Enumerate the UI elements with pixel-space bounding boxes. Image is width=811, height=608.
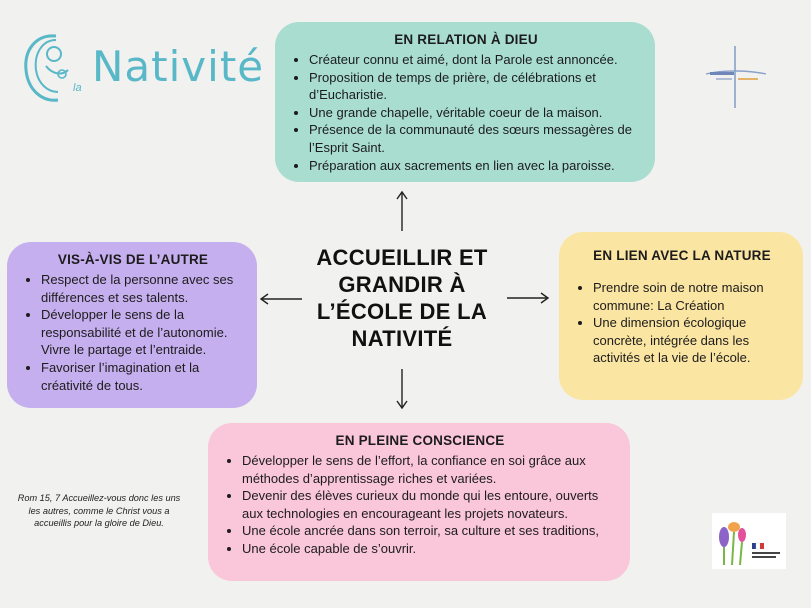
list-item: • Préparation aux sacrements en lien avec la paroisse. bbox=[309, 157, 641, 175]
list-item: • Développer le sens de la responsabilité et de l’autonomie. Vivre le partage et l’entraide. bbox=[41, 306, 243, 359]
list-item: • Une grande chapelle, véritable coeur de la maison. bbox=[309, 104, 641, 122]
box-title: EN LIEN AVEC LA NATURE bbox=[593, 248, 771, 263]
box-title: EN RELATION À DIEU bbox=[394, 32, 538, 47]
arrow-left-icon bbox=[259, 292, 303, 306]
logo-word: Nativité bbox=[92, 42, 265, 91]
center-title: ACCUEILLIR ET GRANDIR À L’ÉCOLE DE LA NATIVITÉ bbox=[316, 245, 488, 351]
cross-icon bbox=[700, 42, 770, 112]
list-item: • Une école capable de s’ouvrir. bbox=[242, 540, 616, 558]
academie-logo bbox=[712, 513, 786, 569]
arrow-down-icon bbox=[395, 368, 409, 410]
logo-prefix: la bbox=[73, 82, 82, 94]
bible-quote: Rom 15, 7 Accueillez-vous donc les uns les autres, comme le Christ vous a accueillis pour la gloire de Dieu. bbox=[17, 493, 181, 528]
bullet-list bbox=[224, 452, 616, 558]
list-item: • Une dimension écologique concrète, intégrée dans les activités et la vie de l’école. bbox=[593, 314, 789, 367]
box-vis-a-vis-de-l-autre bbox=[7, 242, 257, 408]
enseignement-catholique-logo bbox=[700, 42, 770, 112]
list-item: • Favoriser l’imagination et la créativité de tous. bbox=[41, 359, 243, 394]
bullet-list bbox=[23, 271, 243, 394]
nativite-logo bbox=[18, 30, 265, 110]
list-item: • Créateur connu et aimé, dont la Parole est annoncée. bbox=[309, 51, 641, 69]
arrow-up-icon bbox=[395, 190, 409, 232]
box-en-pleine-conscience bbox=[208, 423, 630, 581]
box-title: EN PLEINE CONSCIENCE bbox=[335, 433, 505, 448]
box-en-lien-avec-la-nature bbox=[559, 232, 803, 400]
list-item: • Une école ancrée dans son terroir, sa culture et ses traditions, bbox=[242, 522, 616, 540]
box-title: VIS-À-VIS DE L’AUTRE bbox=[57, 252, 209, 267]
list-item: • Présence de la communauté des sœurs messagères de l’Esprit Saint. bbox=[309, 121, 641, 156]
list-item: • Respect de la personne avec ses différences et ses talents. bbox=[41, 271, 243, 306]
bullet-list bbox=[291, 51, 641, 174]
flowers-icon bbox=[712, 513, 786, 569]
madonna-icon bbox=[18, 30, 88, 110]
list-item: • Proposition de temps de prière, de célébrations et d’Eucharistie. bbox=[309, 69, 641, 104]
box-en-relation-a-dieu bbox=[275, 22, 655, 182]
arrow-right-icon bbox=[506, 291, 550, 305]
list-item: • Développer le sens de l’effort, la confiance en soi grâce aux méthodes d’apprentissage riches et variées. bbox=[242, 452, 616, 487]
list-item: • Devenir des élèves curieux du monde qui les entoure, ouverts aux technologies en encourageant les projets novateurs. bbox=[242, 487, 616, 522]
bullet-list bbox=[575, 279, 789, 367]
list-item: • Prendre soin de notre maison commune: La Création bbox=[593, 279, 789, 314]
